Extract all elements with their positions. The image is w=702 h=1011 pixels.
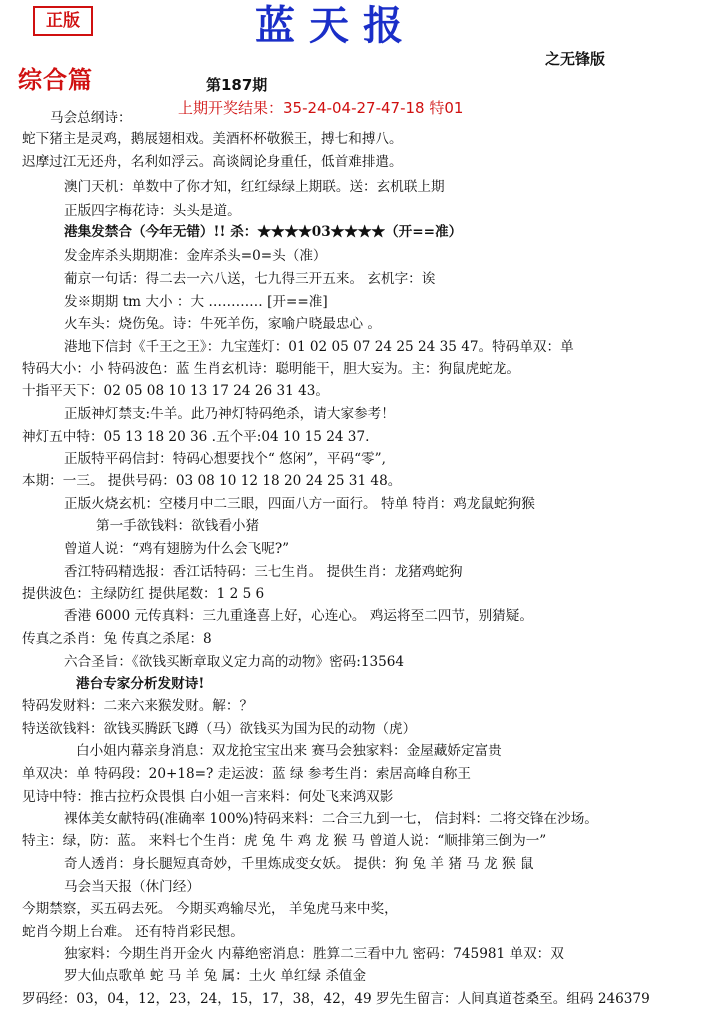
issue-number: 第187期 bbox=[206, 76, 268, 94]
page-title: 蓝天报 bbox=[255, 2, 417, 49]
text-line: 马会总纲诗： bbox=[50, 110, 132, 126]
text-line: 本期：一三。 提供号码：03 08 10 12 18 20 24 25 31 48。 bbox=[22, 473, 402, 489]
text-line: 曾道人说：“鸡有翅膀为什么会飞呢?” bbox=[64, 541, 290, 557]
edition-stamp: 正版 bbox=[33, 6, 93, 36]
text-line: 十指平天下：02 05 08 10 13 17 24 26 31 43。 bbox=[22, 383, 330, 399]
text-line: 港台专家分析发财诗! bbox=[76, 676, 205, 692]
text-line: 独家料：今期生肖开金火 内幕绝密消息：胜算二三看中九 密码：745981 单双：双 bbox=[64, 946, 564, 962]
text-line: 正版火烧玄机：空楼月中二三眼，四面八方一面行。 特单 特肖：鸡龙鼠蛇狗猴 bbox=[64, 496, 535, 512]
text-line: 蛇肖今期上台难。 还有特肖彩民想。 bbox=[22, 924, 244, 940]
text-line: 迟摩过江无还舟，名利如浮云。高谈阔论身重任，低首难排遣。 bbox=[22, 154, 403, 170]
text-line: 火车头：烧伤兔。诗：牛死羊伤，家喻户晓最忠心 。 bbox=[64, 316, 381, 332]
text-line: 特主：绿，防：蓝。 来料七个生肖：虎 兔 牛 鸡 龙 猴 马 曾道人说：“顺排第三倒为一” bbox=[22, 833, 547, 849]
text-line: 港集发禁合（今年无错）!! 杀：★★★★03★★★★（开==准） bbox=[64, 224, 463, 240]
text-line: 正版神灯禁支:牛羊。此乃神灯特码绝杀，请大家参考！ bbox=[64, 406, 395, 422]
text-line: 发金库杀头期期准：金库杀头=0=头（准） bbox=[64, 248, 327, 264]
text-line: 白小姐内幕亲身消息：双龙抢宝宝出来 赛马会独家料：金屋藏娇定富贵 bbox=[76, 743, 502, 759]
text-line: 正版特平码信封：特码心想要找个“ 悠闲”，平码“零”, bbox=[64, 451, 386, 467]
text-line: 发※期期 tm 大小 ：大 ………… [开==准] bbox=[64, 294, 328, 310]
text-line: 单双决：单 特码段：20+18=? 走运波：蓝 绿 参考生肖：索居高峰自称王 bbox=[22, 766, 471, 782]
text-line: 正版四字梅花诗：头头是道。 bbox=[64, 203, 241, 219]
section-heading: 综合篇 bbox=[18, 65, 93, 94]
text-line: 六合圣旨：《欲钱买断章取义定力高的动物》密码:13564 bbox=[64, 654, 405, 670]
text-line: 港地下信封《千王之王》：九宝莲灯：01 02 05 07 24 25 24 35 47。特码单双：单 bbox=[64, 339, 574, 355]
text-line: 特送欲钱料：欲钱买腾跃飞蹲（马）欲钱买为国为民的动物（虎） bbox=[22, 721, 417, 737]
edition-label: 之无锋版 bbox=[545, 50, 606, 68]
text-line: 香港 6000 元传真料：三九重逢喜上好，心连心。 鸡运将至二四节，别猜疑。 bbox=[64, 608, 533, 624]
text-line: 香江特码精选报：香江话特码：三七生肖。 提供生肖：龙猪鸡蛇狗 bbox=[64, 564, 463, 580]
text-line: 罗大仙点歌单 蛇 马 羊 兔 属：土火 单红绿 杀值金 bbox=[64, 968, 367, 984]
text-line: 蛇下猪主是灵鸡，鹅展翅相戏。美酒杯杯敬猴王，搏七和搏八。 bbox=[22, 131, 403, 147]
text-line: 提供波色：主绿防红 提供尾数：1 2 5 6 bbox=[22, 586, 265, 602]
text-line: 奇人透肖：身长腿短真奇妙，千里炼成变女妖。 提供：狗 兔 羊 猪 马 龙 猴 鼠 bbox=[64, 856, 534, 872]
text-line: 第一手欲钱料：欲钱看小猪 bbox=[96, 518, 260, 534]
previous-results: 上期开奖结果：35-24-04-27-47-18 特01 bbox=[178, 99, 464, 117]
text-line: 传真之杀肖：兔 传真之杀尾：8 bbox=[22, 631, 212, 647]
text-line: 神灯五中特：05 13 18 20 36 .五个平:04 10 15 24 37. bbox=[22, 429, 370, 445]
text-line: 今期禁察，买五码去死。 今期买鸡输尽光， 羊兔虎马来中奖， bbox=[22, 901, 398, 917]
text-line: 葡京一句话：得二去一六八送，七九得三开五来。 玄机字：诶 bbox=[64, 271, 436, 287]
text-line: 特码大小：小 特码波色：蓝 生肖玄机诗：聪明能干，胆大妄为。主：狗鼠虎蛇龙。 bbox=[22, 361, 521, 377]
text-line: 澳门天机：单数中了你才知，红红绿绿上期联。送：玄机联上期 bbox=[64, 179, 445, 195]
text-line: 裸体美女献特码(准确率 100%)特码来料：二合三九到一七， 信封料：二将交锋在沙场。 bbox=[64, 811, 598, 827]
text-line: 马会当天报（休门经） bbox=[64, 879, 200, 895]
text-line: 见诗中特：推古拉朽众畏惧 白小姐一言来料：何处飞来鸿双影 bbox=[22, 789, 394, 805]
text-line: 特码发财料：二来六来猴发财。解：？ bbox=[22, 698, 254, 714]
text-line: 罗码经：03，04，12，23，24，15，17，38，42，49 罗先生留言：人间真道苍桑至。组码 246379 bbox=[22, 991, 650, 1007]
